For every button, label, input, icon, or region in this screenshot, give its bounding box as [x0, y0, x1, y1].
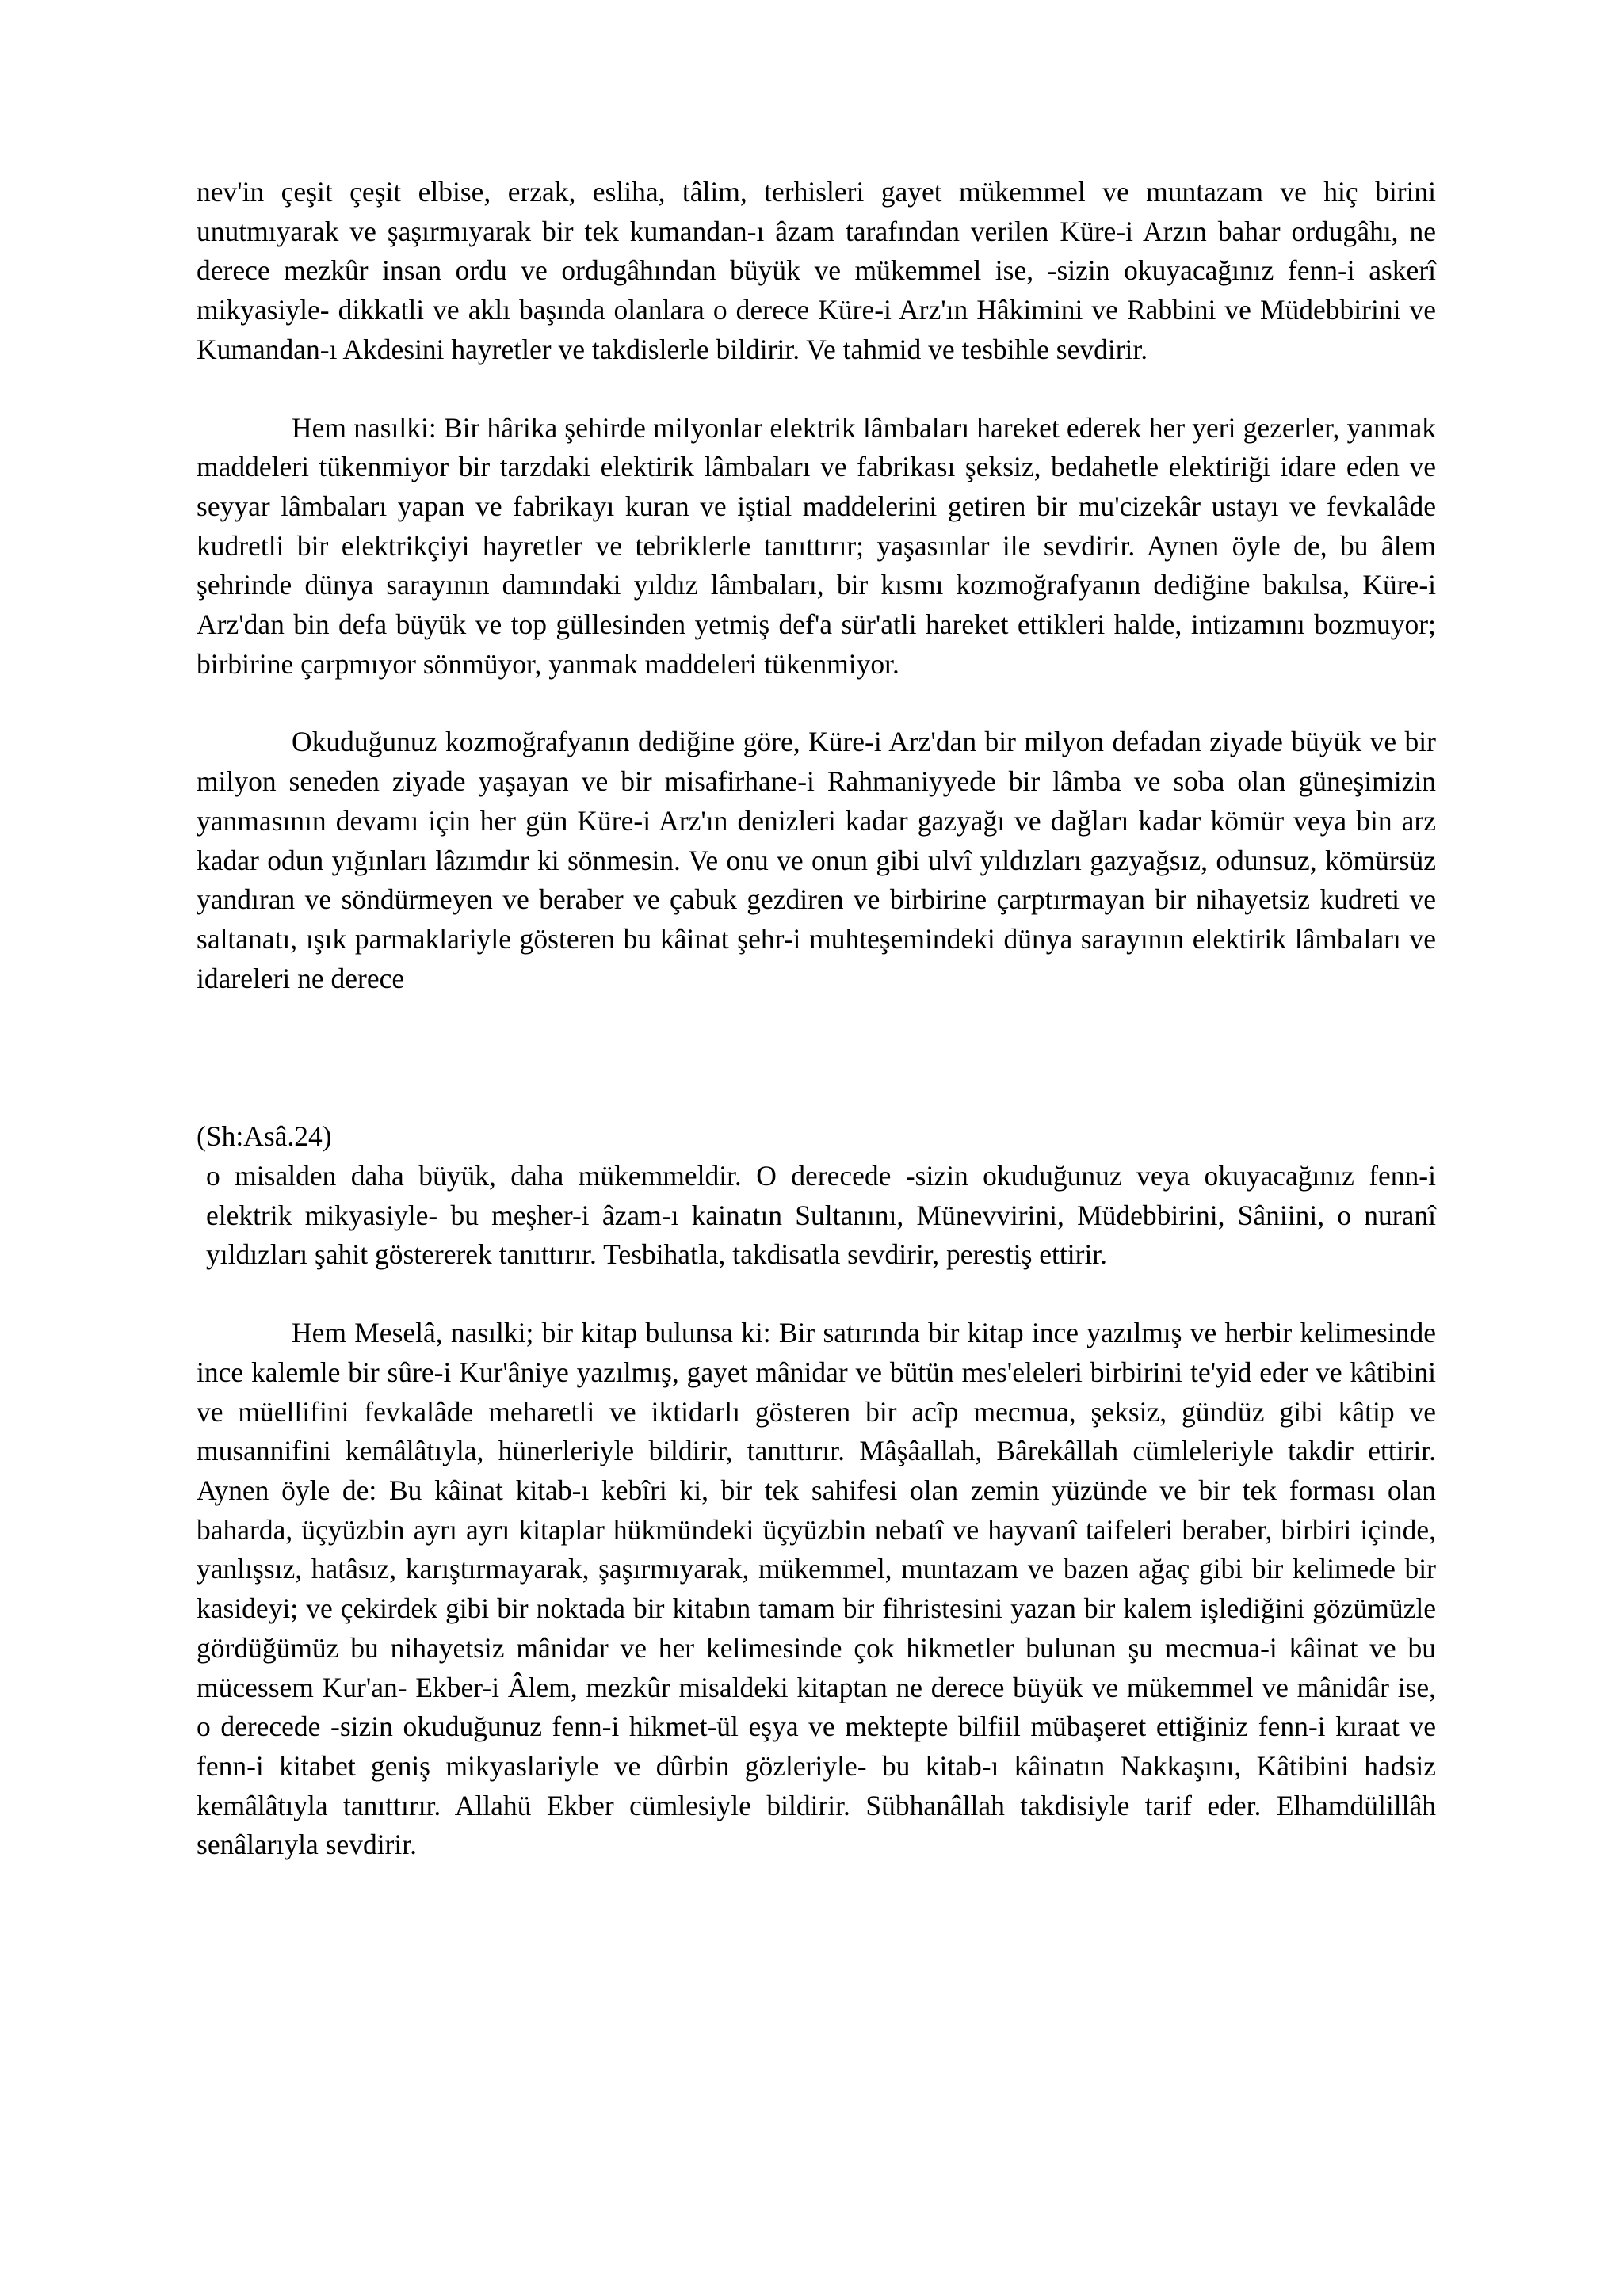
page-reference: (Sh:Asâ.24): [197, 1120, 332, 1153]
paragraph-1: nev'in çeşit çeşit elbise, erzak, esliha, tâlim, terhisleri gayet mükemmel ve muntazam ve hiç birini unutmıyarak ve şaşırmıyarak bir tek kumandan-ı âzam tarafından verilen Küre-i Arzın bahar ordugâhı, ne derece mezkûr insan ordu ve ordugâhından büyük ve mükemmel ise, -sizin okuyacağınız fenn-i askerî mikyasiyle- dikkatli ve aklı başında olanlara o derece Küre-i Arz'ın Hâkimini ve Rabbini ve Müdebbirini ve Kumandan-ı Akdesini hayretler ve takdislerle bildirir. Ve tahmid ve tesbihle sevdirir.: [197, 176, 1436, 365]
paragraph-3: Okuduğunuz kozmoğrafyanın dediğine göre, Küre-i Arz'dan bir milyon defadan ziyade büyük ve bir milyon seneden ziyade yaşayan ve bir misafirhane-i Rahmaniyyede bir lâmba ve soba olan güneşimizin yanmasının devamı için her gün Küre-i Arz'ın denizleri kadar gazyağı ve dağları kadar kömür veya bin arz kadar odun yığınları lâzımdır ki sönmesin. Ve onu ve onun gibi ulvî yıldızları gazyağsız, odunsuz, kömürsüz yandıran ve söndürmeyen ve beraber ve çabuk gezdiren ve birbirine çarptırmayan bir nihayetsiz kudreti ve saltanatı, ışık parmaklariyle gösteren bu kâinat şehr-i muhteşemindeki dünya sarayının elektirik lâmbaları ve idareleri ne derece: [197, 726, 1436, 994]
document-page: [197, 173, 1436, 1865]
paragraph-4: Hem Meselâ, nasılki; bir kitap bulunsa ki: Bir satırında bir kitap ince yazılmış ve herbir kelimesinde ince kalemle bir sûre-i Kur'âniye yazılmış, gayet mânidar ve bütün mes'eleleri birbirini te'yid eder ve kâtibini ve müellifini fevkalâde meharetli ve iktidarlı gösteren bir acîp mecmua, şeksiz, gündüz gibi kâtip ve musannifini kemâlâtıyla, hünerleriyle bildirir, tanıttırır. Mâşâallah, Bârekâllah cümleleriyle takdir ettirir. Aynen öyle de: Bu kâinat kitab-ı kebîri ki, bir tek sahifesi olan zemin yüzünde ve bir tek forması olan baharda, üçyüzbin ayrı ayrı kitaplar hükmündeki üçyüzbin nebatî ve hayvanî taifeleri beraber, birbiri içinde, yanlışsız, hatâsız, karıştırmayarak, şaşırmıyarak, mükemmel, muntazam ve bazen ağaç gibi bir kelimede bir kasideyi; ve çekirdek gibi bir noktada bir kitabın tamam bir fihristesini yazan bir kalem işlediğini gözümüzle gördüğümüz bu nihayetsiz mânidar ve her kelimesinde çok hikmetler bulunan şu mecmua-i kâinat ve bu mücessem Kur'an- Ekber-i Âlem, mezkûr misaldeki kitaptan ne derece büyük ve mükemmel ve mânidâr ise, o derecede -sizin okuduğunuz fenn-i hikmet-ül eşya ve mektepte bilfiil mübaşeret ettiğiniz fenn-i kıraat ve fenn-i kitabet geniş mikyaslariyle ve dûrbin gözleriyle- bu kitab-ı kâinatın Nakkaşını, Kâtibini hadsiz kemâlâtıyla tanıttırır. Allahü Ekber cümlesiyle bildirir. Sübhanâllah takdisiyle tarif eder. Elhamdülillâh senâlarıyla sevdirir.: [197, 1317, 1436, 1861]
paragraph-continuation: o misalden daha büyük, daha mükemmeldir. O derecede -sizin okuduğunuz veya okuyacağınız fenn-i elektrik mikyasiyle- bu meşher-i âzam-ı kainatın Sultanını, Münevvirini, Müdebbirini, Sâniini, o nuranî yıldızları şahit göstererek tanıttırır. Tesbihatla, takdisatla sevdirir, perestiş ettirir.: [206, 1160, 1436, 1271]
paragraph-2: Hem nasılki: Bir hârika şehirde milyonlar elektrik lâmbaları hareket ederek her yeri gezerler, yanmak maddeleri tükenmiyor bir tarzdaki elektirik lâmbaları ve fabrikası şeksiz, bedahetle elektiriği idare eden ve seyyar lâmbaları yapan ve fabrikayı kuran ve iştial maddelerini getiren bir mu'cizekâr ustayı ve fevkalâde kudretli bir elektrikçiyi hayretler ve tebriklerle tanıttırır; yaşasınlar ile sevdirir. Aynen öyle de, bu âlem şehrinde dünya sarayının damındaki yıldız lâmbaları, bir kısmı kozmoğrafyanın dediğine bakılsa, Küre-i Arz'dan bin defa büyük ve top güllesinden yetmiş def'a sür'atli hareket ettikleri halde, intizamını bozmuyor; birbirine çarpmıyor sönmüyor, yanmak maddeleri tükenmiyor.: [197, 411, 1436, 680]
